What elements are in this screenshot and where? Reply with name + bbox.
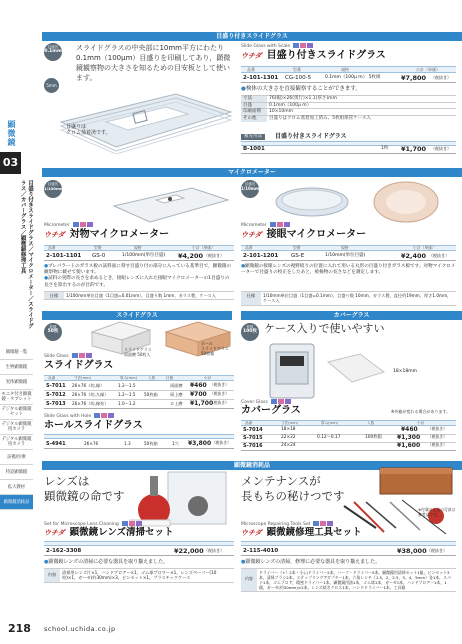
cell-size: 26×76（幼,縁） <box>72 383 105 388</box>
item-code: 2-101-1101 <box>46 253 82 259</box>
cell-code: S-7013 <box>46 401 66 407</box>
micro-right-title: 接眼マイクロメーター <box>266 229 367 240</box>
scale-badge-5mm: 5mm <box>44 78 59 93</box>
repair-kit-header <box>241 541 456 546</box>
micro-right-badge <box>241 180 259 198</box>
repair-label: 補充用品 <box>241 134 265 140</box>
spec-label: 仕様 <box>241 292 261 305</box>
col-model: 型番 <box>293 67 301 72</box>
micro-left-col-header <box>44 245 234 251</box>
table-row <box>44 391 234 400</box>
lens-kit-headline <box>44 474 125 504</box>
micro-right-col-header <box>241 245 456 251</box>
col: 入数 <box>148 376 156 380</box>
badge-label: 枚数 <box>246 325 254 329</box>
bullet-dot: ● <box>44 559 49 565</box>
section-banner-micrometer: マイクロメーター <box>42 168 462 177</box>
repair-tax: （税抜き） <box>431 146 451 151</box>
item-model: GS-0 <box>92 253 106 259</box>
tag-blue <box>94 413 100 418</box>
cell-spec: 両上磨 <box>170 392 183 397</box>
slide-glass-label2: ホール スライドグラス 50枚箱 <box>201 341 229 356</box>
cell-size: 26×76（幼,縁糸） <box>72 401 109 406</box>
spec-label: 仕様 <box>44 292 64 299</box>
micrometer-slide-image <box>112 186 230 226</box>
table-row <box>241 443 456 451</box>
slide-glass-label1: スライドグラス 両面磨 50枚入 <box>124 347 152 357</box>
cell-price: ¥1,600 <box>397 442 421 449</box>
cell-size: 26×76（幼,九縁） <box>72 392 109 397</box>
cover-glass-headline: ケース入りで使いやすい <box>264 322 385 335</box>
col-price: 小計（単価） <box>192 245 215 250</box>
table-row <box>241 427 456 435</box>
brand-logo: ウチダ <box>44 231 65 239</box>
item-price: ¥2,400 <box>401 252 427 260</box>
scale-badge-value: 0.1mm <box>44 48 62 54</box>
col: 寸法(mm) <box>74 376 91 380</box>
cover-glass-size-note: 18×18mm <box>393 369 417 374</box>
spec-key: 寸法 <box>241 96 267 103</box>
item-spec: 1/10mm(単位目盛) <box>325 253 366 258</box>
table-row <box>44 382 234 391</box>
cell-size: 22×22 <box>281 435 296 440</box>
cell-code: S-7016 <box>243 443 263 449</box>
nav-item-camera1[interactable]: デジタル顕微鏡用カメラ <box>0 420 33 435</box>
headline-line2: 顕微鏡の命です <box>44 488 125 503</box>
repair-kit-headline <box>241 474 345 504</box>
cell-thickness: 1.2～1.5 <box>118 392 136 397</box>
lens-kit-row <box>44 547 234 556</box>
table-row <box>241 435 456 443</box>
tag-pink <box>101 413 107 418</box>
content-text: ドライバー（+）2本・小(-)ドライバー2本，ハーフ・ドライバー5本，顕微鏡用清掃セット1組，ピンセット3本，清掃ブラシ2本，ステップリングアダプター1本，六角レンチ（1.5，2，2.5，3，4，5mm）各1本，スパナ1本，ゴムブロア，精密ドライバー1本，顕微鏡用油1本，ゴム球1本，ガーゼ1本，ハンドブロアー1本，1個，ガーゼ(約30mm)×2本，レンズ拭きクロス1本，ハンドドライバー1本，工具箱 <box>259 570 451 591</box>
micro-left-title: 対物マイクロメーター <box>69 229 170 240</box>
spec-val: 目盛りはクロム蒸着加工済み、5枚組保管ケース入 <box>267 115 456 121</box>
col-code: 品番 <box>245 245 253 250</box>
chapter-label: 顕微鏡 <box>7 120 16 147</box>
item-price: ¥22,000 <box>174 547 204 555</box>
repair-code: B-1001 <box>243 146 265 152</box>
lens-kit-bullet <box>44 559 234 565</box>
spec-key: 印刷面積 <box>241 109 267 116</box>
col: 小計 <box>417 421 425 425</box>
tag-blue <box>313 521 319 526</box>
slide-glass-badge <box>44 323 62 341</box>
micro-right-row <box>241 252 456 261</box>
tag-blue <box>270 222 276 227</box>
content-label: 内容 <box>44 569 60 582</box>
tag-purple <box>86 353 92 358</box>
micro-right-title-row <box>241 229 366 242</box>
item-spec: 0.1mm（100μ m） 5枚組 <box>325 75 381 80</box>
cell-tax: （税抜き） <box>428 426 447 431</box>
item-code: 2-101-1201 <box>243 253 279 259</box>
tag-pink <box>79 353 85 358</box>
tag-blue <box>73 222 79 227</box>
bullet-2 <box>44 276 234 288</box>
tag-purple <box>307 43 313 48</box>
col: 寸法(mm) <box>281 421 298 425</box>
col: 厚み(mm) <box>120 376 137 380</box>
section-banner-cover-glass: カバーグラス <box>241 311 462 320</box>
tag-purple <box>327 521 333 526</box>
repair-title: 目盛り付きスライドグラス <box>275 133 347 140</box>
tag-purple <box>284 222 290 227</box>
lens-kit-contents <box>44 568 234 583</box>
item-code: 2-115-4010 <box>243 548 279 554</box>
tag-pink <box>129 521 135 526</box>
content-text: 清掃用レンズ片×1，ハンドブロアー×1，ゴム球ブロワー×1，レンズペーパー(10枚)×1，ガーゼ(約30mm)×3，ピンセット×1，プラスチックケース <box>62 570 217 581</box>
item-tax: （税抜き） <box>431 75 451 80</box>
spec-key: 目盛 <box>241 102 267 109</box>
item-tax: （税抜き） <box>427 548 447 553</box>
category-label: Slide Glass <box>44 354 69 359</box>
headline-line1: レンズは <box>44 474 90 488</box>
item-tax: （税抜き） <box>204 253 224 258</box>
cell-price: ¥1,700 <box>190 400 214 407</box>
section-banner-slide-glass: スライドグラス <box>42 311 232 320</box>
micro-right-category <box>241 221 290 229</box>
spec-key: その他 <box>241 115 267 121</box>
cell-price: ¥460 <box>190 382 207 389</box>
tag-pink <box>277 222 283 227</box>
cell-spec: ロ上磨 <box>170 401 183 406</box>
cell-thickness: 1.3 <box>124 441 131 446</box>
spec-val: 10×10mm <box>267 109 456 116</box>
cell-thickness: 1.0～1.2 <box>118 401 136 406</box>
nav-item-special[interactable]: 特設顕微鏡 <box>0 465 33 480</box>
col: 品番 <box>48 376 56 380</box>
page-number: 218 <box>8 622 31 635</box>
bullet-dot: ● <box>241 559 246 565</box>
nav-item-evidence[interactable]: 証拠/医療 <box>0 450 33 465</box>
brand-logo: ウチダ <box>241 52 262 60</box>
cell-code: S-4941 <box>46 441 66 447</box>
slide-glass-col-header <box>44 375 234 381</box>
section-banner-scale-slide: 目盛り付きスライドグラス <box>42 32 462 41</box>
cell-size: 18×18 <box>281 427 296 432</box>
tag-blue <box>271 399 277 404</box>
cell-code: S-7012 <box>46 392 66 398</box>
col-price: 小計（単価） <box>413 245 436 250</box>
cell-tax: （税抜き） <box>210 400 229 405</box>
micro-right-bullet <box>241 264 456 276</box>
cover-glass-badge <box>241 323 259 341</box>
item-tax: （税抜き） <box>429 253 449 258</box>
nav-item-camera2[interactable]: デジタル顕微鏡用カメラ <box>0 435 33 450</box>
col-spec: 規格 <box>341 245 349 250</box>
repair-count: 1枚 <box>381 146 389 151</box>
brand-logo: ウチダ <box>241 231 262 239</box>
bullet-text: 顕微鏡レンズの清掃，修理に必要な器具を取り揃えました。 <box>245 559 381 565</box>
repair-price: ¥1,700 <box>401 145 427 153</box>
col-model: 型番 <box>94 245 102 250</box>
micro-left-row <box>44 252 234 261</box>
bullet-dot: ● <box>44 276 49 282</box>
col: 品番 <box>245 421 253 425</box>
bullet-dot: ● <box>44 264 49 269</box>
spec-text: 1/10mm単位目盛（1目盛=0.1mm），目盛り数 10mm，ガラス製，直径約19mm，厚さ1.0mm，ケース入 <box>263 293 452 304</box>
repair-row <box>241 146 456 154</box>
cell-tax: （税抜き） <box>210 391 229 396</box>
cell-qty: 100枚箱 <box>365 435 382 440</box>
scale-slide-intro: スライドグラスの中央部に10mm平方にわたり0.1mm（100μm）目盛りを印刷してあり，顕微鏡観察物の大きさを知るための目安板として使います。 <box>76 44 231 83</box>
tag-pink <box>300 43 306 48</box>
micro-right-spec <box>241 291 456 306</box>
cover-glass-rows <box>241 427 456 451</box>
category-label: Microscope Repairing Tools Set <box>241 522 311 527</box>
cover-glass-col-header <box>241 420 456 426</box>
category-label: Slide Glass with Hole <box>44 414 92 419</box>
scale-badge-label: 目盛長 <box>47 45 59 49</box>
cover-glass-sub: ※外箱が変わる場合があります。 <box>391 409 451 414</box>
tag-pink <box>278 399 284 404</box>
lens-kit-header <box>44 541 234 546</box>
col-price: 小計（単価） <box>416 67 440 72</box>
tag-purple <box>136 521 142 526</box>
badge-label: 目盛長 <box>244 182 256 186</box>
badge-value: 1/100mm <box>44 185 64 191</box>
cell-price: ¥1,300 <box>397 434 421 441</box>
nav-item-monitor[interactable]: モニタ付き顕微鏡・タブレット <box>0 390 33 405</box>
cell-spec: 両面磨 <box>170 383 183 388</box>
badge-label: 目盛長 <box>47 182 59 186</box>
spec-text: 1/100mm単位目盛（1目盛=0.01mm），目盛り数 1mm，ガラス製，ケース入 <box>66 293 216 298</box>
scale-slide-category <box>241 42 313 50</box>
cell-code: S-7014 <box>243 427 263 433</box>
item-price: ¥4,200 <box>178 252 204 260</box>
vertical-title: 目盛り付きスライドグラス／マイクロメーター／スライドグラス／カバーグラス／顕微鏡修理工具 <box>19 180 33 329</box>
col-code: 品番 <box>247 67 255 72</box>
cell-tax: （税抜き） <box>212 440 231 445</box>
brand-logo: ウチダ <box>44 529 65 537</box>
cell-tax: （税抜き） <box>428 434 447 439</box>
category-label: Slide Glass with Scale <box>241 44 291 49</box>
lens-kit-title-row <box>44 527 174 539</box>
bullet-text: 顕微鏡の接眼レンズの視野絞りの位置に入れて用いる丸形の目盛り付きガラス板です。対物マイクロメーターで目盛りの校正をしたあと，被検物の長さなどを測定します。 <box>241 264 456 276</box>
headline-line2: 長もちの秘けつです <box>241 488 345 503</box>
repair-kit-title-row <box>241 527 362 539</box>
tag-pink <box>80 222 86 227</box>
col-code: 品番 <box>48 245 56 250</box>
item-model: GS-E <box>291 253 305 259</box>
bullet-text: 試料の実際の長さを求めるとき，接眼レンズに入れた接眼マイクロメーターの1目盛りの長さを算出するのが目的です。 <box>44 276 230 288</box>
col: 入数 <box>367 421 375 425</box>
cell-thickness: 1.2～1.5 <box>118 383 136 388</box>
nav-item-digital-set[interactable]: デジタル顕微鏡セット <box>0 405 33 420</box>
scale-slide-col-header <box>241 66 456 73</box>
cell-price: ¥3,800 <box>188 440 212 447</box>
cell-spec: 1穴 <box>172 441 179 446</box>
repair-kit-title: 顕微鏡修理工具セット <box>266 527 362 538</box>
tag-blue <box>122 521 128 526</box>
cell-qty: 50枚箱 <box>144 392 158 397</box>
nav-item-stereo[interactable]: 実体顕微鏡 <box>0 375 33 390</box>
bullet-dot: ● <box>241 86 246 92</box>
table-row <box>44 400 234 409</box>
bullet-text: 検体の大きさを直接観察することができます。 <box>245 86 361 92</box>
item-code: 2-101-1301 <box>243 75 279 81</box>
category-label: Cover Glass <box>241 400 268 405</box>
cell-tax: （税抜き） <box>210 382 229 387</box>
item-model: CG-100-5 <box>285 75 312 81</box>
tag-purple <box>87 222 93 227</box>
item-price: ¥7,800 <box>401 74 427 82</box>
slide-glass-title: スライドグラス <box>44 360 114 371</box>
page-url[interactable]: school.uchida.co.jp <box>44 625 116 633</box>
category-label: Micrometer <box>44 223 70 228</box>
hole-slide-title: ホールスライドグラス <box>44 420 143 431</box>
micrometer-disk-image <box>266 180 446 228</box>
item-price: ¥38,000 <box>397 547 427 555</box>
bullet-dot: ● <box>241 264 246 269</box>
nav-item-consumables[interactable]: 顕微鏡消耗品 <box>0 495 33 510</box>
cell-size: 24×24 <box>281 443 296 448</box>
scale-badge <box>44 43 62 61</box>
micro-left-badge <box>44 180 62 198</box>
hole-slide-header <box>44 434 234 439</box>
chapter-number: 03 <box>0 152 21 174</box>
scale-slide-item-row <box>241 74 456 83</box>
sidebar <box>0 0 42 644</box>
scale-slide-image <box>56 92 234 154</box>
nav-item-magnifier[interactable]: 拡大教材 <box>0 480 33 495</box>
cover-glass-title: カバーグラス <box>241 405 301 416</box>
badge-label: 枚数 <box>49 325 57 329</box>
badge-value: 50枚 <box>47 328 59 334</box>
repair-kit-contents <box>241 568 456 592</box>
tag-purple <box>108 413 114 418</box>
col: 仕様 <box>166 376 174 380</box>
item-spec: 1/100mm(単位目盛) <box>122 253 166 258</box>
category-label: Set for Microscope Lens Cleaning <box>44 522 119 527</box>
content-label: 内容 <box>241 569 257 591</box>
category-label: Micrometer <box>241 223 267 228</box>
scale-slide-bullet <box>241 86 456 93</box>
micro-left-title-row <box>44 229 169 242</box>
col-spec: 規格 <box>134 245 142 250</box>
item-tax: （税抜き） <box>204 548 224 553</box>
col-spec: 規格 <box>341 67 349 72</box>
item-code: 2-162-3308 <box>46 548 82 554</box>
nav-item-list[interactable]: 顕微鏡一覧 <box>0 345 33 360</box>
cell-tax: （税抜き） <box>428 442 447 447</box>
headline-line1: メンテナンスが <box>241 474 321 488</box>
slide-glass-category <box>44 352 92 360</box>
col: 小計 <box>204 376 212 380</box>
bullet-text: 顕微鏡レンズの清掃に必要な器具を取り揃えました。 <box>48 559 169 565</box>
lens-kit-image <box>128 470 232 530</box>
cell-size: 26×76 <box>84 441 99 446</box>
scale-slide-title-row <box>241 50 456 63</box>
repair-kit-bullet <box>241 559 456 565</box>
scale-slide-title: 目盛り付きスライドグラス <box>266 50 386 61</box>
tag-purple <box>285 399 291 404</box>
micro-left-category <box>44 221 93 229</box>
badge-value: 100枚 <box>243 328 257 334</box>
bullet-text: プレパラートのガラス板の試料面に刻す目盛り付の部分に入っている基準目で，顕微鏡の観察物に載せて使います。 <box>44 264 232 276</box>
slide-glass-rows <box>44 382 234 409</box>
cell-price: ¥700 <box>190 391 207 398</box>
section-banner-consumables: 顕微鏡消耗品 <box>42 461 462 470</box>
badge-value: 1/10mm <box>241 185 260 191</box>
scale-slide-spec <box>241 95 456 122</box>
repair-kit-row <box>241 547 456 556</box>
lens-kit-title: 顕微鏡レンズ清掃セット <box>69 527 174 538</box>
nav-item-bio[interactable]: 生物顕微鏡 <box>0 360 33 375</box>
cell-code: S-7011 <box>46 383 66 389</box>
col: 厚み(mm) <box>321 421 338 425</box>
cell-qty: 50枚箱 <box>144 441 158 446</box>
spec-val: 0.1mm（100μ m） <box>267 102 456 109</box>
micro-left-spec <box>44 291 234 300</box>
cell-code: S-7015 <box>243 435 263 441</box>
micro-left-bullets <box>44 264 234 289</box>
bullet-1 <box>44 264 234 276</box>
cover-glass-image <box>268 342 388 402</box>
scale-slide-note: 目盛りは クロム蒸着済です。 <box>66 124 111 137</box>
col-model: 型番 <box>293 245 301 250</box>
tag-blue <box>293 43 299 48</box>
cell-price: ¥460 <box>401 426 418 433</box>
hole-slide-category <box>44 412 114 420</box>
cell-thickness: 0.12～0.17 <box>317 435 341 440</box>
tag-pink <box>320 521 326 526</box>
repair-kit-note: ※付属の工具の写真は参考品です。 <box>418 507 456 517</box>
hole-slide-row <box>44 440 234 449</box>
tag-blue <box>72 353 78 358</box>
brand-logo: ウチダ <box>241 529 262 537</box>
spec-val: 76(幅)×26(奥行)×1.1(厚さ)mm <box>267 96 456 103</box>
